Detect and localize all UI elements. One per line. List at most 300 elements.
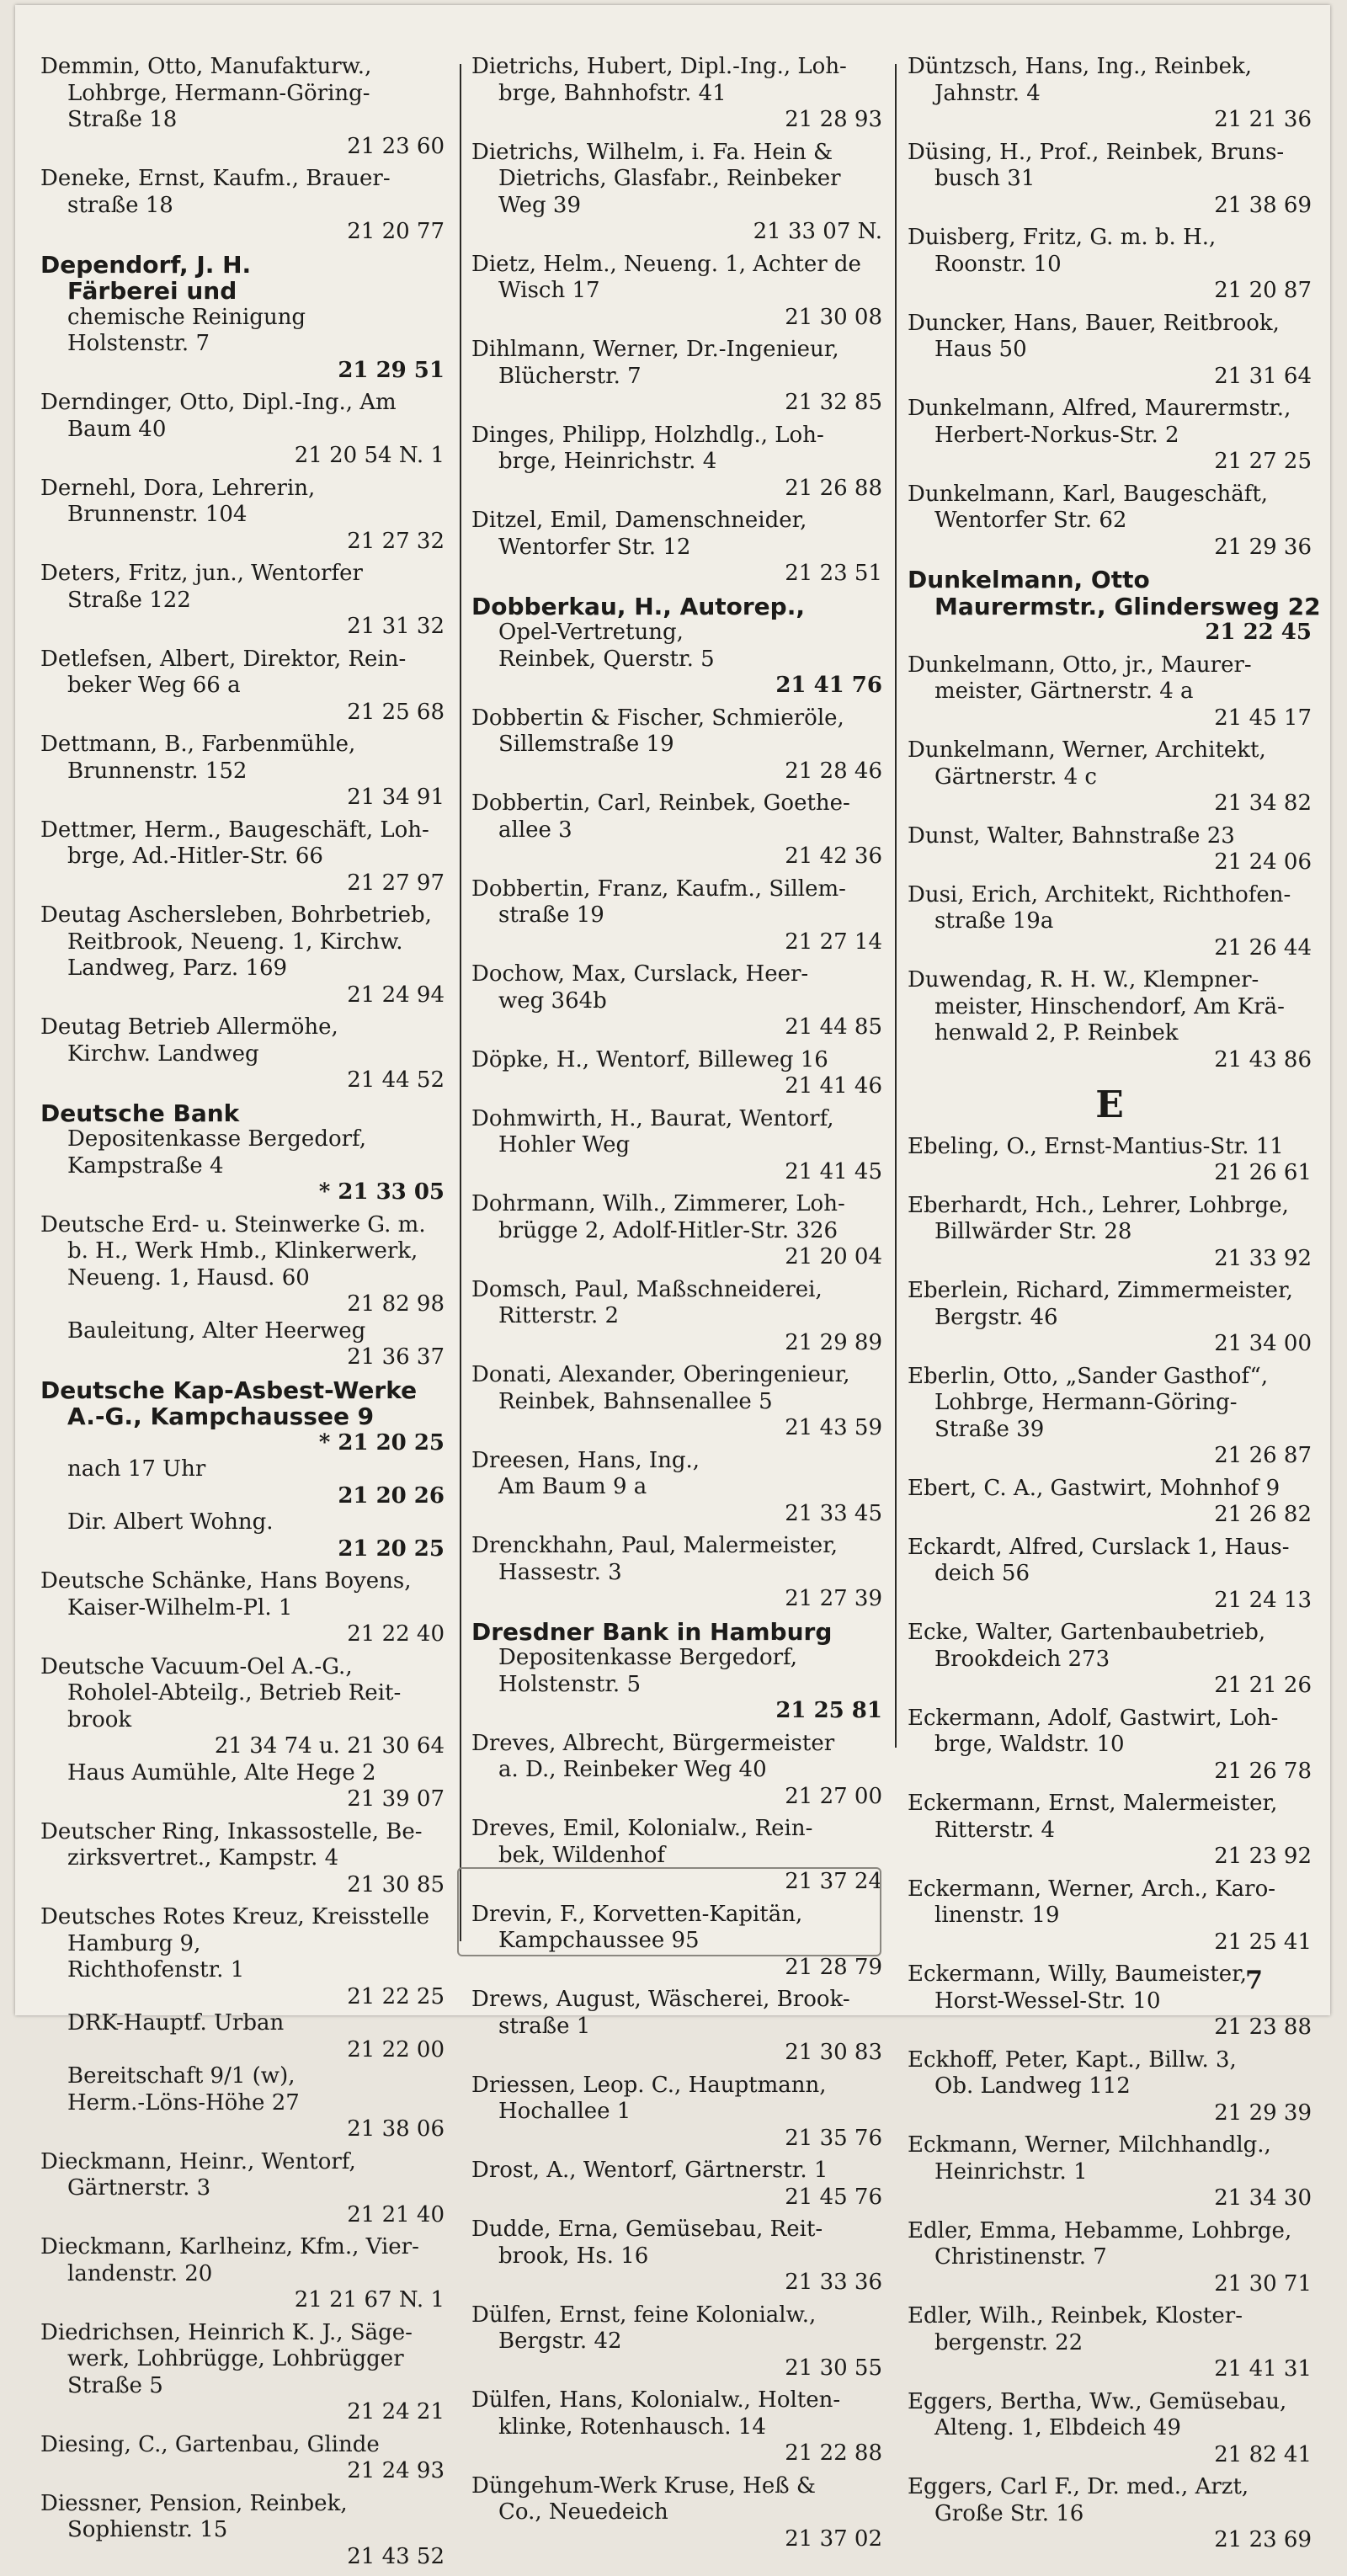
entry-detail: Wentorfer Str. 12 [498,534,691,560]
phone-number: 21 29 51 [338,357,445,383]
entry-detail: brge, Heinrichstr. 4 [498,449,717,474]
directory-entry [40,1568,445,1648]
phone-number: 21 29 89 [785,1329,882,1355]
entry-name: Eckmann, Werner, Milchhandlg., [908,2132,1271,2158]
entry-name: Dochow, Max, Curslack, Heer- [471,961,809,987]
entry-detail: Baum 40 [67,416,167,442]
entry-detail: Sillemstraße 19 [498,732,674,757]
phone-number: 21 27 39 [785,1586,882,1611]
entry-detail: chemische Reinigung [67,304,306,330]
directory-entry [471,54,882,134]
entry-detail: Reinbek, Bahnsenallee 5 [498,1388,773,1414]
entry-name: Deutsche Vacuum-Oel A.-G., [40,1653,353,1679]
phone-number: 21 33 07 N. [753,219,882,244]
entry-detail: Gärtnerstr. 3 [67,2175,211,2201]
directory-entry [471,790,882,870]
entry-name: Dobbertin & Fischer, Schmieröle, [471,705,844,731]
phone-number: 21 27 32 [347,528,445,554]
entry-name: Eggers, Bertha, Ww., Gemüsebau, [908,2388,1287,2414]
entry-name: Ecke, Walter, Gartenbaubetrieb, [908,1620,1266,1645]
phone-number: 21 37 24 [785,1869,882,1894]
phone-number: 21 34 30 [1214,2185,1312,2211]
directory-entry [908,1791,1312,1871]
phone-number: 21 25 41 [1214,1929,1312,1955]
entry-detail: Jahnstr. 4 [934,80,1041,106]
phone-number: 21 23 51 [785,561,882,586]
phone-number: 21 28 93 [785,107,882,132]
entry-name: Düngehum-Werk Kruse, Heß & [471,2472,817,2499]
directory-entry [471,1448,882,1528]
entry-name: Düntzsch, Hans, Ing., Reinbek, [908,54,1252,79]
entry-name: Dunkelmann, Alfred, Maurermstr., [908,396,1291,421]
directory-entry [908,1535,1312,1615]
entry-name: Drost, A., Wentorf, Gärtnerstr. 1 [471,2158,828,2183]
directory-entry [40,1819,445,1899]
stamp-outline [457,1867,881,1956]
directory-entry [908,2218,1312,2298]
entry-detail: straße 19a [934,908,1054,934]
phone-number: 21 28 46 [785,758,882,784]
directory-entry [40,166,445,246]
entry-name: Deutag Betrieb Allermöhe, [40,1014,338,1040]
directory-entry [471,1987,882,2067]
entry-detail: A.-G., Kampchaussee 9 [67,1402,375,1430]
entry-name: Eckermann, Adolf, Gastwirt, Loh- [908,1705,1279,1731]
entry-detail: Straße 5 [67,2372,163,2398]
directory-entry [40,1212,445,1371]
entry-name: Eckermann, Ernst, Malermeister, [908,1791,1278,1816]
entry-name: Döpke, H., Wentorf, Billeweg 16 [471,1046,828,1072]
phone-number: 21 21 40 [347,2201,445,2227]
phone-number: 21 21 26 [1214,1673,1312,1698]
entry-name: Dreves, Emil, Kolonialw., Rein- [471,1816,813,1841]
entry-detail: Sophienstr. 15 [67,2517,228,2542]
entry-detail: Roholel-Abteilg., Betrieb Reit- [67,1680,402,1706]
directory-entry [40,390,445,470]
directory-entry [908,1476,1312,1529]
directory-entry [471,252,882,332]
entry-detail: Haus Aumühle, Alte Hege 2 [67,1759,376,1786]
phone-number: 21 30 71 [1214,2270,1312,2297]
entry-detail: Haus 50 [934,337,1027,362]
entry-name: Dohmwirth, H., Baurat, Wentorf, [471,1105,834,1131]
directory-entry [40,476,445,556]
directory-entry [908,1876,1312,1956]
phone-number: 21 21 36 [1214,107,1312,132]
phone-number: 21 23 88 [1214,2014,1312,2040]
directory-entry [908,652,1312,732]
phone-number: 21 24 06 [1214,849,1312,875]
directory-entry [40,732,445,812]
directory-entry [471,1533,882,1613]
entry-name: Eberlin, Otto, „Sander Gasthof“, [908,1363,1269,1389]
entry-detail: Kirchw. Landweg [67,1041,259,1067]
entry-detail: klinke, Rotenhausch. 14 [498,2414,766,2440]
entry-name: Deutsche Bank [40,1099,240,1127]
directory-entry [471,1277,882,1357]
entry-detail: Ritterstr. 2 [498,1303,620,1328]
entry-name: Deneke, Ernst, Kaufm., Brauer- [40,166,391,191]
directory-entry [908,2474,1312,2554]
entry-detail: weg 364b [498,987,607,1014]
entry-detail: Neueng. 1, Hausd. 60 [67,1264,310,1291]
phone-number: 21 44 52 [347,1067,445,1093]
entry-name: Dernehl, Dora, Lehrerin, [40,475,316,501]
entry-name: Dreves, Albrecht, Bürgermeister [471,1730,835,1756]
entry-detail: Kampchaussee 95 [498,1928,700,1953]
entry-name: Diesing, C., Gartenbau, Glinde [40,2431,380,2457]
entry-name: Dunst, Walter, Bahnstraße 23 [908,822,1235,849]
entry-detail: Brunnenstr. 152 [67,758,248,784]
phone-number: 21 43 86 [1214,1046,1312,1072]
entry-name: Dülfen, Ernst, feine Kolonialw., [471,2302,817,2328]
entry-detail: deich 56 [934,1561,1030,1586]
entry-detail: Hamburg 9, [67,1930,201,1956]
phone-number: 21 22 25 [347,1983,445,2009]
entry-detail: Reinbek, Querstr. 5 [498,646,715,672]
directory-entry [908,1278,1312,1358]
entry-name: Eberhardt, Hch., Lehrer, Lohbrge, [908,1192,1289,1218]
entry-name: Dobbertin, Carl, Reinbek, Goethe- [471,790,850,816]
phone-number: 21 31 64 [1214,363,1312,389]
directory-entry [908,2047,1312,2127]
entry-detail: Bergstr. 42 [498,2329,622,2354]
entry-detail: brge, Waldstr. 10 [934,1732,1125,1757]
phone-number: 21 24 13 [1214,1587,1312,1613]
directory-entry [40,1904,445,2143]
entry-detail: Maurermstr., Glindersweg 22 [934,592,1321,620]
entry-detail: Bergstr. 46 [934,1304,1058,1330]
entry-detail: Billwärder Str. 28 [934,1219,1132,1244]
entry-name: Deutsche Erd- u. Steinwerke G. m. [40,1211,426,1237]
entry-detail: brook, Hs. 16 [498,2243,649,2269]
entry-detail: Depositenkasse Bergedorf, [498,1645,797,1670]
entry-name: Eckermann, Willy, Baumeister, [908,1961,1247,1987]
directory-entry-highlighted [40,1100,445,1206]
directory-entry-highlighted [40,1377,445,1563]
entry-name: Dietrichs, Wilhelm, i. Fa. Hein & [471,139,833,165]
phone-number: 21 45 76 [785,2184,882,2210]
entry-name: Dunkelmann, Otto, jr., Maurer- [908,652,1252,678]
directory-entry-highlighted [471,593,882,700]
directory-entry [908,482,1312,562]
directory-entry [908,2389,1312,2469]
phone-number: 21 38 69 [1214,192,1312,218]
entry-detail: Dir. Albert Wohng. [67,1509,274,1535]
entry-detail: straße 19 [498,902,604,928]
directory-entry [40,561,445,641]
phone-number: * 21 33 05 [318,1179,445,1205]
entry-detail: Horst-Wessel-Str. 10 [934,1988,1161,2014]
phone-number: 21 24 93 [347,2458,445,2483]
directory-entry [908,967,1312,1073]
directory-entry [471,2217,882,2297]
entry-detail: Ob. Landweg 112 [934,2073,1131,2099]
directory-entry-highlighted [908,566,1321,647]
directory-entry [471,1731,882,1811]
phone-number: 21 43 52 [347,2543,445,2569]
directory-entry [40,2320,445,2426]
entry-name: Domsch, Paul, Maßschneiderei, [471,1276,823,1302]
entry-name: Dreesen, Hans, Ing., [471,1447,700,1473]
directory-entry [908,1193,1312,1273]
phone-number: 21 23 60 [347,133,445,159]
phone-number: * 21 20 25 [318,1429,445,1456]
phone-number: 21 20 54 N. 1 [294,443,445,468]
phone-number: 21 24 94 [347,982,445,1008]
entry-name: Deters, Fritz, jun., Wentorfer [40,561,363,586]
entry-detail: Wentorfer Str. 62 [934,508,1127,533]
entry-name: Dettmann, B., Farbenmühle, [40,732,356,757]
directory-entry-highlighted [40,252,445,385]
entry-detail: Bauleitung, Alter Heerweg [67,1317,366,1344]
entry-detail: Roonstr. 10 [934,251,1062,277]
entry-detail: Herbert-Norkus-Str. 2 [934,422,1179,448]
directory-entry [908,1706,1312,1786]
directory-entry [40,2234,445,2314]
phone-number: 21 23 92 [1214,1844,1312,1869]
phone-number: 21 24 21 [347,2399,445,2424]
entry-name: Eckhoff, Peter, Kapt., Billw. 3, [908,2046,1237,2073]
entry-detail: Landweg, Parz. 169 [67,955,288,981]
phone-number: 21 44 85 [785,1014,882,1040]
phone-number: 21 22 40 [347,1621,445,1647]
directory-entry [40,2432,445,2485]
entry-detail: Holstenstr. 7 [67,331,210,356]
phone-number: 21 20 04 [785,1244,882,1269]
phone-number: 21 41 45 [785,1158,882,1184]
phone-number: 21 26 78 [1214,1758,1312,1784]
entry-detail: Kampstraße 4 [67,1152,224,1179]
entry-detail: Große Str. 16 [934,2500,1084,2526]
phone-number: 21 26 88 [785,475,882,501]
phone-number: 21 22 00 [347,2036,445,2062]
entry-detail: Holstenstr. 5 [498,1671,641,1697]
phone-number: 21 41 31 [1214,2356,1312,2382]
phone-number: 21 30 85 [347,1871,445,1897]
phone-number: 21 33 92 [1214,1245,1312,1271]
entry-detail: bek, Wildenhof [498,1842,666,1868]
directory-entry [908,1134,1312,1187]
phone-number: 21 34 91 [347,785,445,810]
phone-number: 21 27 25 [1214,449,1312,474]
entry-detail: Weg 39 [498,192,581,218]
entry-detail: Straße 39 [934,1416,1045,1442]
entry-name: Drews, August, Wäscherei, Brook- [471,1987,850,2012]
column-3 [908,54,1321,2560]
phone-number: 21 27 97 [347,870,445,896]
entry-detail: brge, Bahnhofstr. 41 [498,80,727,106]
directory-entry [40,2149,445,2229]
directory-entry [908,225,1312,305]
phone-number: 21 45 17 [1214,705,1312,731]
entry-detail: busch 31 [934,166,1036,191]
directory-page [15,5,1330,2569]
directory-entry [471,961,882,1041]
directory-entry [471,2073,882,2153]
entry-detail: Co., Neuedeich [498,2499,668,2525]
entry-name: Dihlmann, Werner, Dr.-Ingenieur, [471,337,839,362]
phone-number: 21 29 36 [1214,534,1312,560]
entry-detail: meister, Gärtnerstr. 4 a [934,679,1194,704]
phone-number: 21 41 46 [785,1073,882,1099]
entry-detail: henwald 2, P. Reinbek [934,1020,1179,1046]
entry-detail: Brookdeich 273 [934,1646,1110,1672]
directory-entry [471,2473,882,2553]
directory-entry [908,737,1312,817]
directory-entry [908,2132,1312,2212]
entry-detail: nach 17 Uhr [67,1456,206,1482]
entry-name: Dieckmann, Karlheinz, Kfm., Vier- [40,2234,419,2259]
phone-number: 21 38 06 [347,2116,445,2142]
directory-entry [471,2158,882,2211]
entry-detail: Depositenkasse Bergedorf, [67,1126,366,1152]
entry-detail: bergenstr. 22 [934,2329,1083,2355]
entry-detail: linenstr. 19 [934,1903,1060,1928]
entry-name: Dietrichs, Hubert, Dipl.-Ing., Loh- [471,54,847,79]
phone-number: 21 39 07 [347,1786,445,1812]
entry-detail: beker Weg 66 a [67,673,241,698]
directory-entry [471,140,882,246]
entry-name: Dunkelmann, Otto [908,566,1150,593]
entry-name: Demmin, Otto, Manufakturw., [40,54,372,79]
entry-name: Diedrichsen, Heinrich K. J., Säge- [40,2319,413,2345]
entry-name: Dresdner Bank in Hamburg [471,1617,833,1646]
phone-number: 21 36 37 [347,1344,445,1370]
directory-entry [471,2302,882,2382]
phone-number: 21 82 41 [1214,2441,1312,2467]
entry-name: Diessner, Pension, Reinbek, [40,2490,348,2516]
directory-entry [471,337,882,417]
entry-detail: Kaiser-Wilhelm-Pl. 1 [67,1594,293,1621]
phone-number: 21 28 79 [785,1954,882,1980]
entry-detail: Wisch 17 [498,278,600,303]
entry-detail: Am Baum 9 a [498,1474,647,1499]
directory-entry [471,705,882,785]
entry-name: Derndinger, Otto, Dipl.-Ing., Am [40,390,397,415]
entry-name: Deutscher Ring, Inkassostelle, Be- [40,1818,423,1844]
directory-entry [40,1014,445,1094]
entry-detail: Hassestr. 3 [498,1559,622,1585]
directory-entry [471,1191,882,1271]
directory-entry [471,508,882,588]
phone-number: 21 30 08 [785,304,882,330]
entry-name: Dietz, Helm., Neueng. 1, Achter de [471,251,861,277]
entry-name: Deutsches Rotes Kreuz, Kreisstelle [40,1904,430,1929]
phone-number: 21 42 36 [785,844,882,869]
entry-name: Ditzel, Emil, Damenschneider, [471,508,807,533]
phone-number: 21 20 87 [1214,278,1312,303]
column-divider [460,64,461,1941]
entry-name: Ebeling, O., Ernst-Mantius-Str. 11 [908,1133,1284,1159]
entry-name: Ebert, C. A., Gastwirt, Mohnhof 9 [908,1475,1280,1501]
entry-detail: straße 1 [498,2013,591,2039]
entry-name: Dusi, Erich, Architekt, Richthofen- [908,881,1291,907]
entry-name: Drevin, F., Korvetten-Kapitän, [471,1901,803,1927]
entry-detail: Straße 122 [67,587,191,613]
phone-number: 21 35 76 [785,2125,882,2151]
column-2 [471,54,882,2558]
entry-detail: brügge 2, Adolf-Hitler-Str. 326 [498,1217,839,1243]
entry-name: Dudde, Erna, Gemüsebau, Reit- [471,2217,823,2242]
column-1 [40,54,445,2576]
entry-detail: Blücherstr. 7 [498,363,642,389]
entry-detail: Opel-Vertretung, [498,620,684,645]
entry-name: Dinges, Philipp, Holzhdlg., Loh- [471,422,824,448]
entry-detail: allee 3 [498,817,572,843]
phone-number: 21 23 69 [1214,2527,1312,2552]
directory-entry [471,1047,882,1100]
directory-entry [908,2303,1312,2383]
phone-number: 21 31 32 [347,614,445,639]
entry-detail: Reitbrook, Neueng. 1, Kirchw. [67,929,403,955]
phone-number: 21 25 68 [347,699,445,725]
directory-entry [908,882,1312,962]
entry-name: Duwendag, R. H. W., Klempner- [908,967,1259,993]
entry-name: Eckardt, Alfred, Curslack 1, Haus- [908,1534,1290,1560]
phone-number: 21 33 45 [785,1500,882,1526]
phone-number: 21 41 76 [775,673,882,698]
entry-name: Detlefsen, Albert, Direktor, Rein- [40,646,407,672]
column-divider [895,64,897,1748]
phone-number: 21 33 36 [785,2270,882,2295]
entry-detail: Hochallee 1 [498,2099,631,2124]
entry-name: Dependorf, J. H. [40,250,252,279]
phone-number: 21 26 82 [1214,1502,1312,1527]
directory-entry [908,396,1312,476]
entry-name: Dülfen, Hans, Kolonialw., Holten- [471,2387,841,2413]
directory-entry [908,823,1312,876]
entry-detail: b. H., Werk Hmb., Klinkerwerk, [67,1238,418,1264]
phone-number: 21 43 59 [785,1415,882,1440]
phone-number: 21 30 83 [785,2040,882,2065]
phone-number: 21 26 87 [1214,1443,1312,1468]
directory-entry [40,54,445,160]
entry-name: Driessen, Leop. C., Hauptmann, [471,2072,827,2098]
phone-number: 21 20 77 [347,219,445,244]
entry-detail: meister, Hinschendorf, Am Krä- [934,993,1285,1019]
directory-entry [908,1364,1312,1470]
entry-detail: Straße 18 [67,107,178,132]
phone-number: 21 22 88 [785,2440,882,2466]
entry-name: Duncker, Hans, Bauer, Reitbrook, [908,310,1280,336]
directory-entry [908,311,1312,391]
directory-entry [471,2387,882,2467]
entry-name: Düsing, H., Prof., Reinbek, Bruns- [908,139,1285,165]
entry-name: Deutsche Kap-Asbest-Werke [40,1376,418,1404]
entry-detail: brook [67,1706,132,1732]
entry-detail: Bereitschaft 9/1 (w), [67,2063,295,2089]
entry-detail: Dietrichs, Glasfabr., Reinbeker [498,166,841,191]
directory-entry [40,2491,445,2571]
entry-detail: Ritterstr. 4 [934,1817,1056,1843]
entry-name: Dettmer, Herm., Baugeschäft, Loh- [40,817,429,843]
phone-number: 21 34 82 [1214,790,1312,816]
entry-detail: a. D., Reinbeker Weg 40 [498,1757,767,1782]
phone-number: 21 34 00 [1214,1331,1312,1356]
directory-entry [908,1620,1312,1700]
directory-entry [471,1362,882,1442]
entry-name: Edler, Emma, Hebamme, Lohbrge, [908,2217,1292,2243]
entry-name: Duisberg, Fritz, G. m. b. H., [908,225,1217,250]
entry-detail: Richthofenstr. 1 [67,1957,245,1983]
entry-name: Dunkelmann, Karl, Baugeschäft, [908,481,1269,507]
directory-entry-highlighted [471,1619,882,1725]
directory-entry [908,140,1312,220]
entry-detail: Herm.-Löns-Höhe 27 [67,2089,300,2116]
entry-detail: Christinenstr. 7 [934,2244,1107,2270]
entry-name: Dieckmann, Heinr., Wentorf, [40,2148,356,2174]
